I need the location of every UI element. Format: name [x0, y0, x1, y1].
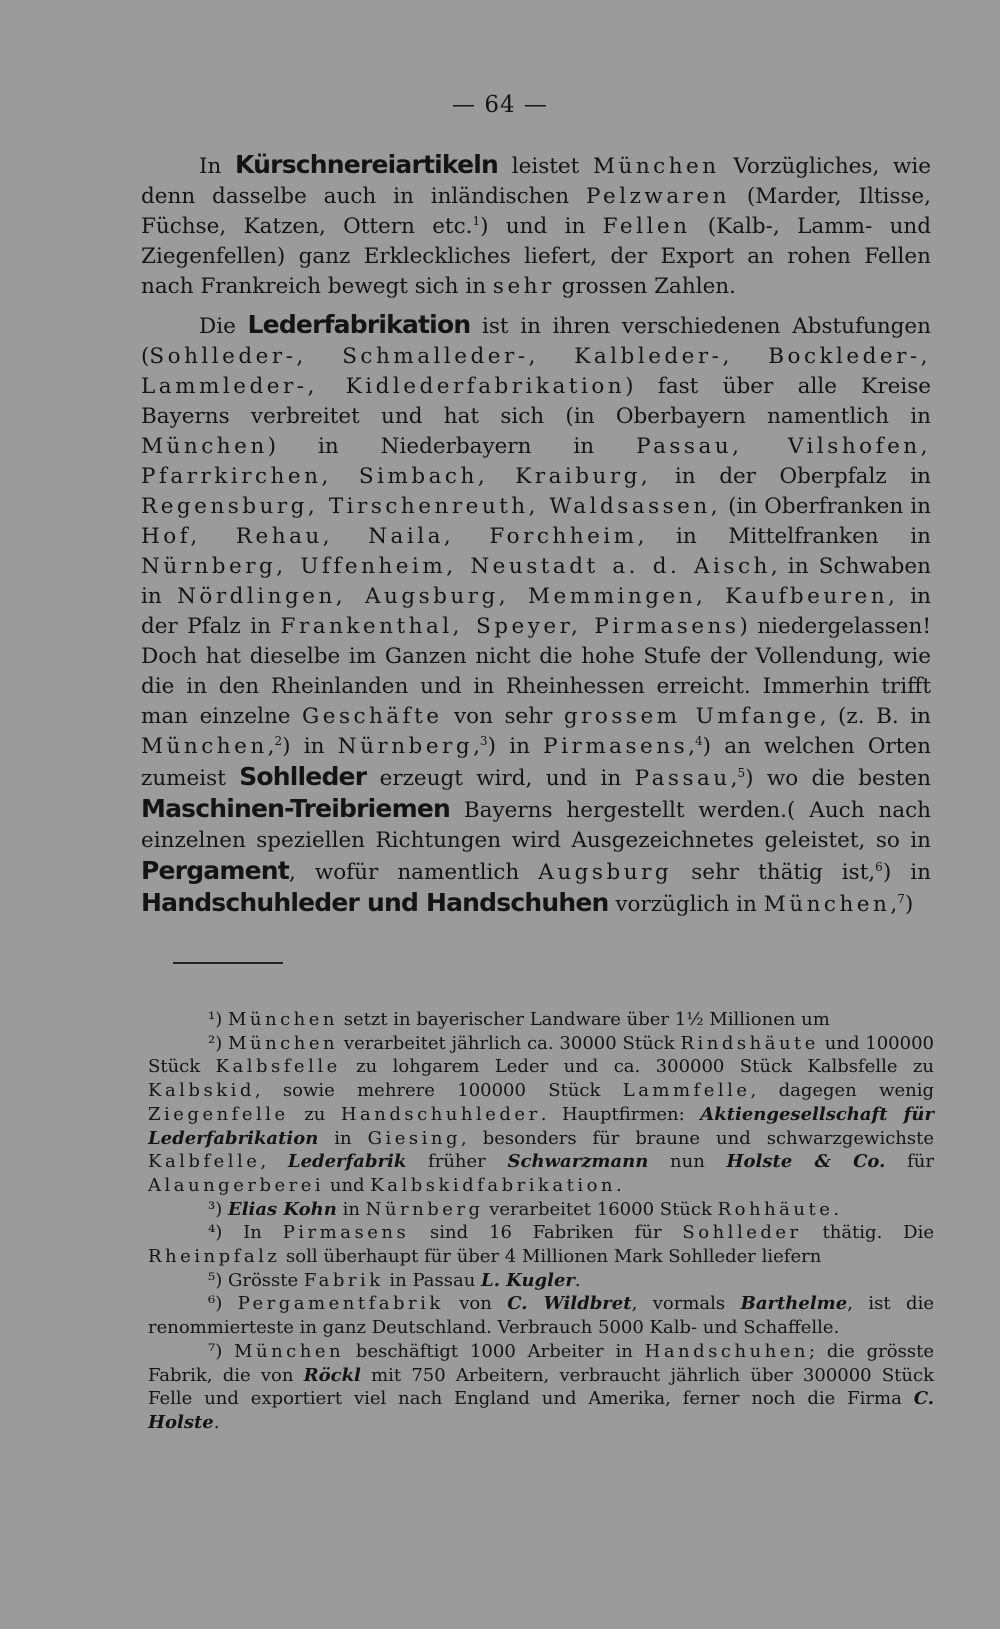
- text-run: ) fast über alle Kreise Bayerns verbreitet und hat sich (in Oberbayern namentlich in: [141, 374, 931, 429]
- paragraph-lederfabrikation: [141, 310, 931, 920]
- spaced-text: Kalbfelle: [148, 1151, 261, 1173]
- spaced-text: Rohhäute: [717, 1198, 834, 1220]
- spaced-text: München: [141, 734, 268, 759]
- footnote-ref: 6: [875, 859, 883, 874]
- spaced-text: Kalbsfelle: [215, 1056, 341, 1078]
- text-run: nun: [648, 1151, 727, 1173]
- text-run: .: [213, 1411, 220, 1433]
- bold-keyword: Lederfabrikation: [247, 310, 471, 339]
- footnote-ref: 3: [479, 733, 488, 748]
- spaced-text: Rindshäute: [680, 1032, 819, 1054]
- spaced-text: München: [234, 1340, 345, 1362]
- footnote-3: [148, 1198, 934, 1222]
- text-run: früher: [406, 1151, 508, 1173]
- spaced-text: sehr: [492, 274, 555, 299]
- text-run: . Hauptfirmen:: [540, 1103, 701, 1125]
- footnote-ref: 2: [274, 733, 283, 748]
- footnote-ref: 1: [472, 213, 481, 228]
- text-run: ,: [890, 892, 898, 917]
- spaced-text: Rheinpfalz: [148, 1246, 281, 1268]
- text-run: in: [336, 1198, 366, 1220]
- text-run: ; die grösste Fabrik, die von: [148, 1340, 934, 1386]
- text-run: , in der Pfalz in: [141, 584, 931, 639]
- footnote-divider: [173, 962, 283, 964]
- paragraph-kuerschnerei: [141, 150, 931, 302]
- text-run: , vormals: [631, 1293, 741, 1315]
- spaced-text: Pirmasens: [543, 734, 689, 759]
- text-run: , in Schwaben in: [141, 554, 931, 609]
- italic-name: Barthelme: [740, 1293, 848, 1315]
- text-run: (in Oberfranken in: [721, 494, 931, 519]
- text-run: beschäftigt 1000 Arbeiter in: [344, 1340, 645, 1362]
- footnote-6: [148, 1292, 934, 1339]
- text-run: .: [833, 1198, 840, 1220]
- footnote-number: ⁵): [208, 1269, 228, 1291]
- spaced-text: Passau: [634, 766, 731, 791]
- spaced-text: Regensburg, Tirschenreuth, Waldsassen,: [141, 494, 722, 519]
- italic-name: Elias Kohn: [227, 1198, 337, 1220]
- bold-keyword: Sohlleder: [239, 762, 367, 791]
- text-run: grossen Zahlen.: [554, 274, 736, 299]
- footnote-ref: 7: [897, 891, 905, 906]
- text-run: sind 16 Fabriken für: [409, 1222, 683, 1244]
- text-run: ,: [688, 734, 695, 759]
- text-run: verarbeitet jährlich ca. 30000 Stück: [338, 1032, 681, 1054]
- spaced-text: Pelzwaren: [585, 184, 730, 209]
- footnote-ref: 5: [737, 765, 746, 780]
- text-run: Vorzügliches, wie denn dasselbe auch in inländischen: [141, 154, 931, 209]
- text-run: ) in: [487, 734, 544, 759]
- footnote-number: ²): [208, 1032, 229, 1054]
- text-run: , sowie mehrere 100000 Stück: [254, 1080, 623, 1102]
- text-run: (Marder, Iltisse, Füchse, Katzen, Ottern etc.: [141, 184, 931, 239]
- bold-keyword: Maschinen-Treibriemen: [141, 794, 450, 823]
- spaced-text: München: [141, 434, 268, 459]
- text-run: und: [324, 1174, 371, 1196]
- spaced-text: München: [763, 892, 891, 917]
- italic-name: C. Wildbret: [507, 1293, 632, 1315]
- text-run: ) in: [282, 734, 338, 759]
- footnote-number: ⁴): [208, 1222, 244, 1244]
- spaced-text: Handschuhen: [644, 1340, 810, 1362]
- text-run: ) in Niederbayern in: [267, 434, 637, 459]
- text-run: .: [616, 1174, 622, 1196]
- text-run: , wofür namentlich: [288, 860, 539, 885]
- page-number: — 64 —: [452, 92, 548, 118]
- bold-keyword: Kürschnereiartikeln: [235, 150, 499, 179]
- text-run: thätig. Die: [801, 1222, 934, 1244]
- italic-name: L. Kugler: [481, 1269, 575, 1291]
- text-run: , besonders für braune und schwarzgewichste: [461, 1127, 934, 1149]
- text-run: Grösste: [227, 1269, 304, 1291]
- spaced-text: Handschuhleder: [340, 1103, 541, 1125]
- text-run: in Passau: [383, 1269, 482, 1291]
- text-run: Bayerns hergestellt werden.( Auch nach einzelnen speziellen Richtungen wird Ausgezeichnetes geleistet, so in: [141, 798, 931, 853]
- italic-name: Lederfabrik: [287, 1151, 407, 1173]
- spaced-text: Nürnberg: [365, 1198, 484, 1220]
- text-run: ): [904, 892, 914, 917]
- text-run: von: [443, 1293, 508, 1315]
- text-run: setzt in bayerischer Landware über 1½ Millionen um: [338, 1009, 830, 1030]
- spaced-text: Sohlleder-, Schmalleder-, Kalbleder-, Bockleder-, Lammleder-, Kidlederfabrikation: [141, 344, 931, 399]
- footnote-number: ³): [208, 1198, 228, 1220]
- text-run: ,: [267, 734, 275, 759]
- text-run: ,: [730, 766, 738, 791]
- spaced-text: Lammfelle: [622, 1080, 751, 1102]
- italic-name: Röckl: [303, 1364, 361, 1386]
- italic-name: Schwarzmann: [507, 1151, 649, 1173]
- spaced-text: Hof, Rehau, Naila, Forchheim: [141, 524, 638, 549]
- spaced-text: grossem Umfange: [563, 704, 820, 729]
- spaced-text: München: [227, 1009, 339, 1030]
- bold-keyword: Handschuhleder und Handschuhen: [141, 888, 609, 917]
- spaced-text: Ziegenfelle: [148, 1103, 289, 1125]
- text-run: ) an welchen Orten zumeist: [141, 734, 931, 791]
- footnote-2: [148, 1032, 934, 1198]
- text-run: (Kalb-, Lamm- und Ziegenfellen) ganz Erkleckliches liefert, der Export an rohen Fellen nach Frankreich bewegt sich in: [141, 214, 931, 299]
- text-run: ,: [260, 1151, 288, 1173]
- italic-name: C. Holste: [148, 1388, 934, 1433]
- footnote-7: [148, 1340, 934, 1435]
- spaced-text: Augsburg: [538, 860, 673, 885]
- text-run: ) in: [882, 860, 931, 885]
- text-run: ) niedergelassen! Doch hat dieselbe im Ganzen nicht die hohe Stufe der Vollendung, wie die in den Rheinlanden und in Rheinhessen erreicht. Immerhin trifft man einzelne: [141, 614, 931, 729]
- spaced-text: München: [228, 1032, 339, 1054]
- spaced-text: Nürnberg: [337, 734, 474, 759]
- italic-name: Aktiengesellschaft für Lederfabrikation: [148, 1103, 934, 1149]
- text-run: ist in ihren verschiedenen Abstufungen (: [141, 314, 931, 369]
- text-run: ) und in: [480, 214, 603, 239]
- text-run: erzeugt wird, und in: [366, 766, 635, 791]
- spaced-text: Passau, Vilshofen, Pfarrkirchen, Simbach, Kraiburg,: [141, 434, 931, 489]
- text-run: und 100000 Stück: [148, 1032, 934, 1078]
- footnote-4: [148, 1221, 934, 1268]
- text-run: zu lohgarem Leder und ca. 300000 Stück Kalbsfelle zu: [340, 1056, 934, 1078]
- text-run: verarbeitet 16000 Stück: [483, 1198, 718, 1220]
- text-run: In: [243, 1222, 283, 1244]
- text-run: , ist die renommierteste in ganz Deutschland. Verbrauch 5000 Kalb- und Schaffelle.: [148, 1293, 934, 1339]
- spaced-text: Fabrik: [303, 1269, 384, 1291]
- text-run: in: [318, 1127, 368, 1149]
- spaced-text: Kalbskidfabrikation: [370, 1174, 617, 1196]
- spaced-text: Sohlleder: [682, 1222, 802, 1244]
- spaced-text: Alaungerberei: [148, 1174, 325, 1196]
- text-run: für: [885, 1151, 934, 1173]
- text-run: .: [574, 1269, 581, 1291]
- spaced-text: Kalbskid: [148, 1080, 255, 1102]
- spaced-text: Giesing: [367, 1127, 462, 1149]
- footnote-number: ⁷): [208, 1340, 235, 1362]
- footnote-number: ¹): [208, 1009, 228, 1030]
- text-run: , dagegen wenig: [750, 1080, 935, 1102]
- footnote-number: ⁶): [208, 1293, 238, 1315]
- spaced-text: Frankenthal, Speyer, Pirmasens: [280, 614, 740, 639]
- spaced-text: Nürnberg, Uffenheim, Neustadt a. d. Aisch: [141, 554, 771, 579]
- italic-name: Holste & Co.: [726, 1151, 886, 1173]
- spaced-text: Pirmasens: [282, 1222, 410, 1244]
- text-run: vorzüglich in: [608, 892, 764, 917]
- bold-keyword: Pergament: [141, 856, 289, 885]
- spaced-text: Nördlingen, Augsburg, Memmingen, Kaufbeuren: [177, 584, 889, 609]
- text-run: Die: [199, 314, 248, 339]
- text-run: ,: [473, 734, 480, 759]
- footnotes: [148, 1008, 934, 1435]
- text-run: sehr thätig ist,: [672, 860, 876, 885]
- text-run: in der Oberpfalz in: [651, 464, 931, 489]
- footnote-1: [148, 1008, 934, 1032]
- text-run: mit 750 Arbeitern, verbraucht jährlich über 300000 Stück Felle und exportiert viel nach England und Amerika, ferner noch die Firma: [148, 1364, 934, 1410]
- text-run: , (z. B. in: [819, 704, 931, 729]
- footnote-ref: 4: [694, 733, 703, 748]
- text-run: leistet: [498, 154, 593, 179]
- text-run: , in Mittelfranken in: [637, 524, 931, 549]
- footnote-5: [148, 1269, 934, 1293]
- spaced-text: Fellen: [602, 214, 691, 239]
- text-run: soll überhaupt für über 4 Millionen Mark Sohlleder liefern: [280, 1246, 822, 1268]
- spaced-text: Geschäfte: [302, 704, 443, 729]
- text-run: ) wo die besten: [745, 766, 931, 791]
- text-run: zu: [288, 1103, 341, 1125]
- spaced-text: München: [592, 154, 720, 179]
- main-text: [141, 150, 931, 920]
- spaced-text: Pergamentfabrik: [237, 1293, 444, 1315]
- text-run: In: [199, 154, 236, 179]
- text-run: von sehr: [442, 704, 564, 729]
